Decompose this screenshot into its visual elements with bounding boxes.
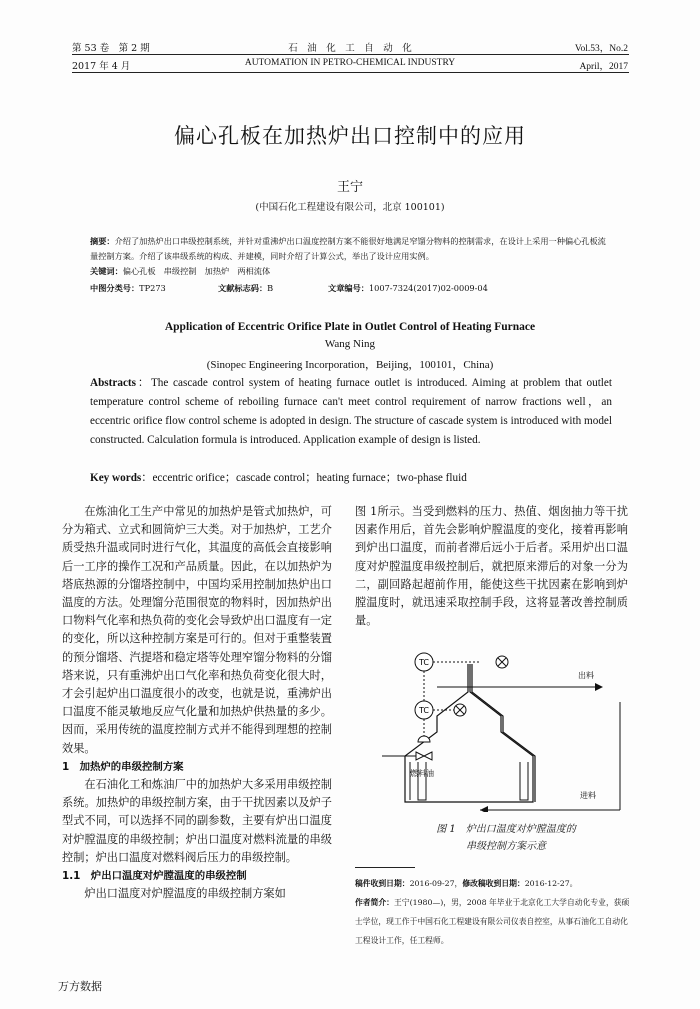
outlet-label: 出料 <box>578 671 594 680</box>
header-date-en: April，2017 <box>579 62 628 72</box>
header-date: 2017 年 4 月 <box>72 61 131 72</box>
paper-title-en: Application of Eccentric Orifice Plate in Outlet Control of Heating Furnace <box>164 321 536 333</box>
figure-caption-line-2: 串级控制方案示意 <box>466 841 546 852</box>
abstract-en-text: ：The cascade control system of heating furnace outlet is introduced. Aiming at problem that outlet temperature control scheme of reboiling furnace can't meet control requirement of narrow fractions well，an eccentric orifice flow control scheme is adopted in design. The structure of cascade system is introduced with model constructed. Calculation formula is introduced. Application example of design is listed. <box>90 377 612 446</box>
clc-number <box>90 283 166 294</box>
valve-body-right <box>424 752 432 760</box>
keywords-en-label: Key words <box>90 472 142 484</box>
received-label: 稿件收到日期： <box>355 879 410 888</box>
author-bio-label: 作者简介： <box>355 898 394 907</box>
header-issue: 第 53 卷 第 2 期 <box>72 43 150 54</box>
fuel-label: 燃料油 <box>410 769 434 778</box>
abstract-en-label: Abstracts <box>90 377 136 389</box>
doc-value: B <box>267 283 274 293</box>
inlet-arrow <box>480 806 488 812</box>
paper-title-cn: 偏心孔板在加热炉出口控制中的应用 <box>174 124 526 148</box>
section-1-1-heading: 1.1 炉出口温度对炉膛温度的串级控制 <box>62 870 247 883</box>
figure-1-diagram <box>380 652 630 812</box>
furnace-coil <box>410 762 528 800</box>
author-en: Wang Ning <box>324 338 376 350</box>
right-paragraph: 图 1所示。当受到燃料的压力、热值、烟囱抽力等干扰因素作用后，首先会影响炉膛温度的变化，接着再影响到炉出口温度，而前者滞后远小于后者。采用炉出口温度对炉膛温度串级控制后，就把原来滞后的对象一分为二，副回路起超前作用，能使这些干扰因素在影响到炉膛温度时，就迅速采取控制手段，这将显著改善控制质量。 <box>355 505 628 628</box>
clc-value: TP273 <box>139 283 166 293</box>
outlet-arrow <box>595 683 603 691</box>
keywords-en-text: ：eccentric orifice；cascade control；heating furnace；two-phase fluid <box>141 472 467 484</box>
affiliation-en: (Sinopec Engineering Incorporation，Beijing，100101，China) <box>206 359 494 371</box>
clc-label: 中图分类号： <box>90 283 140 293</box>
header-rule-bottom <box>72 72 629 73</box>
affiliation-cn: (中国石化工程建设有限公司，北京 100101) <box>255 202 445 213</box>
header-journal-en: AUTOMATION IN PETRO-CHEMICAL INDUSTRY <box>244 58 456 68</box>
received-value: 2016-09-27， <box>409 879 463 888</box>
footnote-rule <box>355 867 415 868</box>
author-cn: 王宁 <box>336 180 363 195</box>
header-rule-top <box>72 54 629 55</box>
keywords-cn-text: 偏心孔板 串级控制 加热炉 两相流体 <box>122 266 271 276</box>
section-1-paragraph: 在石油化工和炼油厂中的加热炉大多采用串级控制系统。加热炉的串级控制方案，由于干扰因素以及炉子型式不同，可以选择不同的副参数，主要有炉出口温度对炉膛温度的串级控制；炉出口温度对燃料流量的串级控制；炉出口温度对燃料阀后压力的串级控制。 <box>62 778 332 864</box>
abstract-cn-label: 摘要： <box>90 236 115 246</box>
header-journal-cn: 石 油 化 工 自 动 化 <box>288 43 412 54</box>
keywords-cn-label: 关键词： <box>90 266 123 276</box>
tc-lower-label: TC <box>418 706 430 715</box>
abstract-cn-text: 介绍了加热炉出口串级控制系统，并针对重沸炉出口温度控制方案不能很好地满足窄馏分物料的控制需求，在设计上采用一种偏心孔板流量控制方案。介绍了该串级系统的构成、并建模，同时介绍了计算公式，举出了设计应用实例。 <box>90 236 606 261</box>
furnace-wall-right <box>472 664 535 802</box>
article-number <box>328 283 488 294</box>
revised-value: 2016-12-27。 <box>524 879 578 888</box>
author-bio-text: 王宁(1980—)，男，2008 年毕业于北京化工大学自动化专业，获硕士学位，现工作于中国石化工程建设有限公司仪表自控室，从事石油化工自动化工程设计工作，任工程师。 <box>355 898 630 945</box>
doc-label: 文献标志码： <box>218 283 268 293</box>
header-volume: Vol.53，No.2 <box>574 44 628 54</box>
document-code <box>218 283 273 294</box>
figure-1-caption <box>382 821 630 855</box>
intro-paragraph: 在炼油化工生产中常见的加热炉是管式加热炉，可分为箱式、立式和圆筒炉三大类。对于加热炉，工艺介质受热升温或同时进行气化，其温度的高低会直接影响后一工序的操作工况和产品质量。因此，在以加热炉为塔底热源的分馏塔控制中，中国均采用控制加热炉出口温度的方法。处理馏分范围很宽的物料时，因加热炉出口物料气化率和热负荷的变化会导致炉出口温度有一定的变化，所以这种控制方案是可行的。但对于重整装置的预分馏塔、汽提塔和稳定塔等处理窄馏分物料的分馏塔来说，只有重沸炉出口气化率和热负荷变化很大时，才会引起炉出口温度很小的改变，也就是说，重沸炉出口温度不能灵敏地反应气化量和加热炉供热量的多少。因而，采用传统的温度控制方式并不能得到理想的控制效果。 <box>62 505 332 755</box>
article-value: 1007-7324(2017)02-0009-04 <box>368 283 488 293</box>
keywords-en <box>90 469 612 485</box>
inlet-label: 进料 <box>580 791 596 800</box>
right-column <box>355 503 628 630</box>
left-column <box>62 503 332 903</box>
tc-top-label: TC <box>418 658 430 667</box>
figure-caption-line-1: 图 1 炉出口温度对炉膛温度的 <box>436 824 576 835</box>
footnote <box>355 874 633 950</box>
valve-actuator-icon <box>418 736 430 742</box>
valve-body-left <box>416 752 424 760</box>
abstract-cn <box>90 234 610 279</box>
revised-label: 修改稿收到日期： <box>462 879 525 888</box>
article-label: 文章编号： <box>328 283 369 293</box>
abstract-en <box>90 374 612 450</box>
footer-source: 万方数据 <box>58 980 102 993</box>
section-1-heading: 1 加热炉的串级控制方案 <box>62 760 184 773</box>
section-1-1-paragraph: 炉出口温度对炉膛温度的串级控制方案如 <box>84 887 286 901</box>
